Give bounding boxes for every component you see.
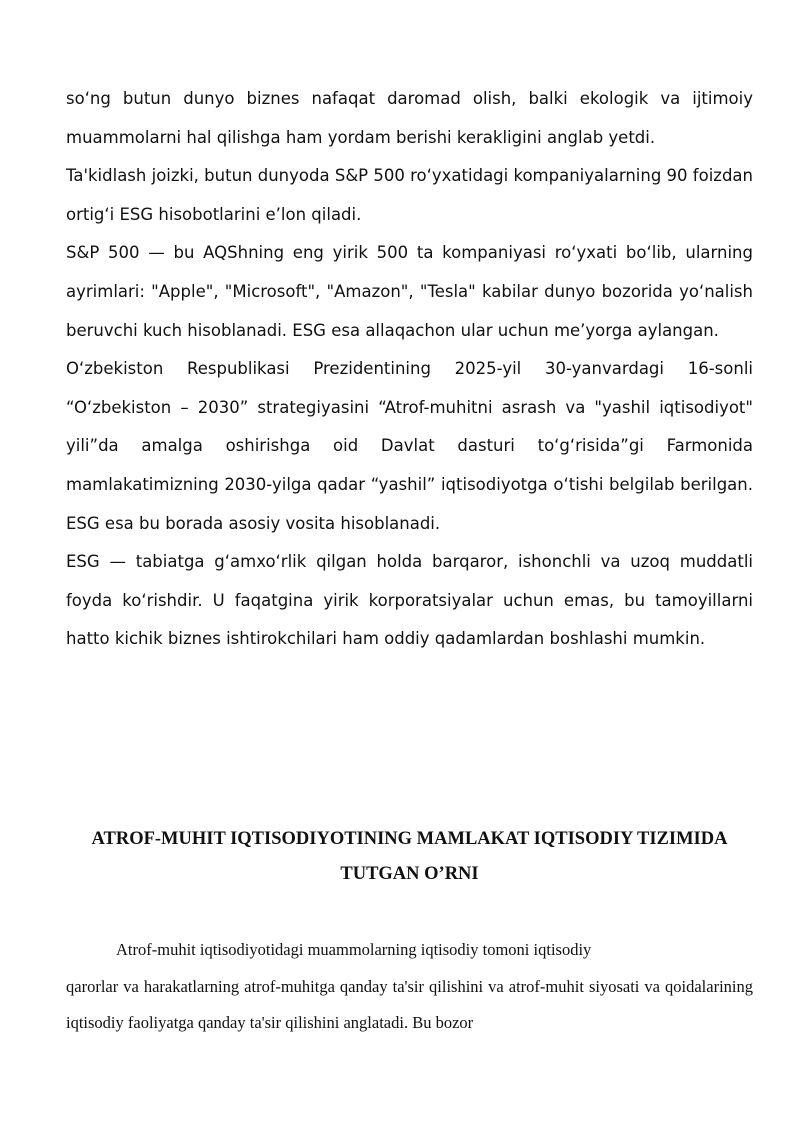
section-paragraph [66, 932, 753, 1042]
paragraph-4: O‘zbekiston Respublikasi Prezidentining 2025-yil 30-yanvardagi 16-sonli “O‘zbekiston – 2030” strategiyasini “Atrof-muhitni asrash va "yashil iqtisodiyot" yili”da amalga oshirishga oid Davlat dasturi to‘g‘risida”gi Farmonida mamlakatimizning 2030-yilga qadar “yashil” iqtisodiyotga o‘tishi belgilab berilgan. ESG esa bu borada asosiy vosita hisoblanadi. [66, 359, 753, 533]
paragraph-2: Ta'kidlash joizki, butun dunyoda S&P 500 ro‘yxatidagi kompaniyalarning 90 foizdan ortig‘i ESG hisobotlarini e’lon qiladi. [66, 166, 753, 224]
paragraph-1: so‘ng butun dunyo biznes nafaqat daromad olish, balki ekologik va ijtimoiy muammolarni hal qilishga ham yordam berishi kerakligini anglab yetdi. [66, 89, 753, 147]
paragraph-3: S&P 500 — bu AQShning eng yirik 500 ta kompaniyasi ro‘yxati bo‘lib, ularning ayrimlari: "Apple", "Microsoft", "Amazon", "Tesla" kabilar dunyo bozorida yo‘nalish beruvchi kuch hisoblanadi. ESG esa allaqachon ular uchun me’yorga aylangan. [66, 243, 753, 340]
section-paragraph-continuation: qarorlar va harakatlarning atrof-muhitga qanday ta'sir qilishini va atrof-muhit siyosati va qoidalarining iqtisodiy faoliyatga qanday ta'sir qilishini anglatadi. Bu bozor [66, 976, 753, 1032]
body-text [66, 80, 753, 659]
section-paragraph-first-line: Atrof-muhit iqtisodiyotidagi muammolarning iqtisodiy tomoni iqtisodiy [116, 940, 592, 959]
paragraph-5: ESG — tabiatga g‘amxo‘rlik qilgan holda barqaror, ishonchli va uzoq muddatli foyda ko‘rishdir. U faqatgina yirik korporatsiyalar uchun emas, bu tamoyillarni hatto kichik biznes ishtirokchilari ham oddiy qadamlardan boshlashi mumkin. [66, 552, 753, 649]
section-heading: ATROF-MUHIT IQTISODIYOTINING MAMLAKAT IQTISODIY TIZIMIDA TUTGAN O’RNI [91, 829, 728, 884]
